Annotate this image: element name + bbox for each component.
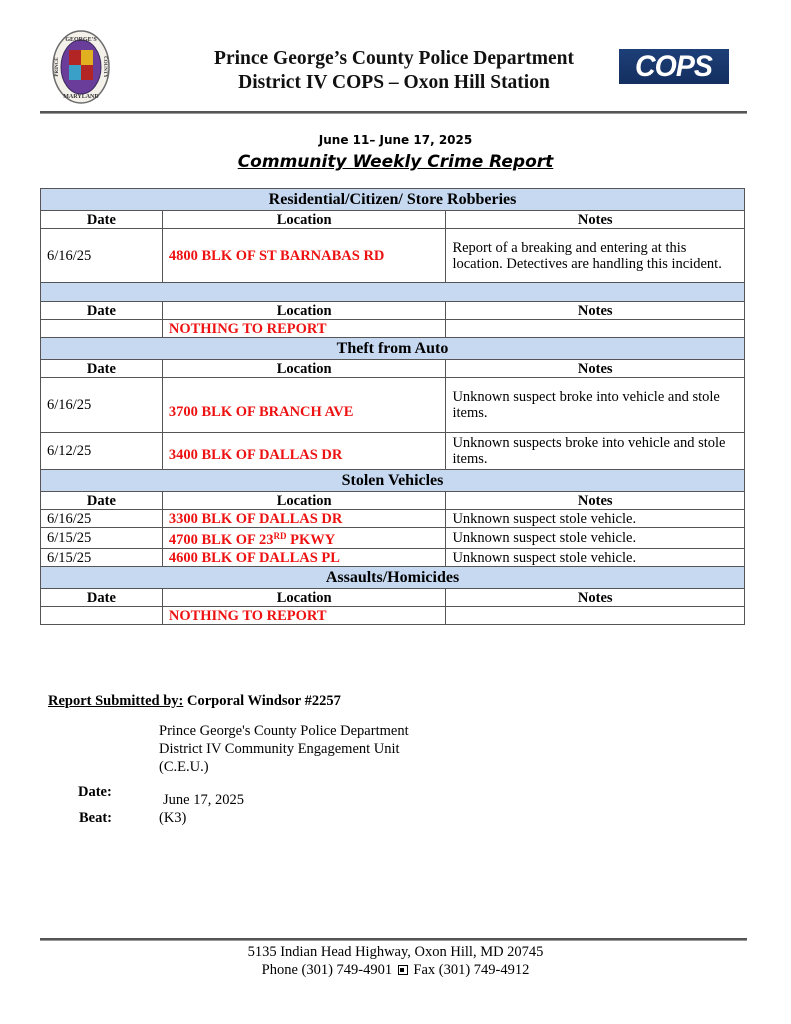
incident-date: 6/16/25 bbox=[41, 510, 163, 528]
section-header-row bbox=[41, 283, 745, 302]
cops-logo-text: COPS bbox=[635, 49, 713, 83]
unit-line: Prince George's County Police Department bbox=[159, 723, 409, 739]
incident-location: 3400 BLK OF DALLAS DR bbox=[162, 433, 446, 470]
column-header-notes: Notes bbox=[446, 589, 745, 607]
incident-location: 4800 BLK OF ST BARNABAS RD bbox=[162, 229, 446, 283]
table-row bbox=[41, 528, 745, 549]
incident-date: 6/15/25 bbox=[41, 528, 163, 549]
county-seal-icon bbox=[52, 30, 110, 104]
footer-address: 5135 Indian Head Highway, Oxon Hill, MD 20745 bbox=[247, 944, 544, 960]
incident-location bbox=[162, 528, 446, 549]
incident-notes bbox=[446, 320, 745, 338]
column-header-row bbox=[41, 360, 745, 378]
report-date-range: June 11– June 17, 2025 bbox=[318, 133, 473, 147]
section-title-theft-from-auto: Theft from Auto bbox=[41, 338, 745, 360]
section-header-row bbox=[41, 338, 745, 360]
cops-logo-icon bbox=[619, 49, 729, 84]
officer-name: Corporal Windsor #2257 bbox=[183, 693, 341, 709]
square-bullet-icon bbox=[398, 965, 408, 975]
incident-date: 6/15/25 bbox=[41, 549, 163, 567]
footer-contact bbox=[0, 961, 791, 979]
table-row bbox=[41, 433, 745, 470]
svg-text:COUNTY: COUNTY bbox=[102, 56, 107, 78]
incident-notes: Unknown suspect broke into vehicle and stole items. bbox=[446, 378, 745, 433]
incident-date: 6/16/25 bbox=[41, 229, 163, 283]
incident-notes: Report of a breaking and entering at this location. Detectives are handling this incident. bbox=[446, 229, 745, 283]
location-prefix: 4700 BLK OF 23 bbox=[168, 532, 274, 548]
section-title-robberies: Residential/Citizen/ Store Robberies bbox=[41, 189, 745, 211]
incident-date: 6/16/25 bbox=[41, 378, 163, 433]
incident-location: NOTHING TO REPORT bbox=[162, 607, 446, 625]
section-header-row bbox=[41, 470, 745, 492]
table-row bbox=[41, 549, 745, 567]
column-header-location: Location bbox=[162, 360, 446, 378]
unit-line: District IV Community Engagement Unit bbox=[159, 741, 400, 757]
column-header-date: Date bbox=[41, 492, 163, 510]
footer-phone: Phone (301) 749-4901 bbox=[261, 962, 393, 978]
column-header-row bbox=[41, 492, 745, 510]
column-header-date: Date bbox=[41, 360, 163, 378]
unit-line: (C.E.U.) bbox=[159, 759, 209, 775]
incident-date bbox=[41, 320, 163, 338]
incident-notes: Unknown suspect stole vehicle. bbox=[446, 510, 745, 528]
incident-notes bbox=[446, 607, 745, 625]
column-header-row bbox=[41, 589, 745, 607]
letterhead bbox=[150, 47, 638, 95]
table-row bbox=[41, 607, 745, 625]
section-title-stolen-vehicles: Stolen Vehicles bbox=[41, 470, 745, 492]
table-row bbox=[41, 320, 745, 338]
date-value: June 17, 2025 bbox=[163, 792, 244, 808]
station-name: District IV COPS – Oxon Hill Station bbox=[238, 72, 550, 93]
incident-notes: Unknown suspects broke into vehicle and stole items. bbox=[446, 433, 745, 470]
section-title-assaults-homicides: Assaults/Homicides bbox=[41, 567, 745, 589]
column-header-location: Location bbox=[162, 302, 446, 320]
svg-text:MARYLAND: MARYLAND bbox=[63, 94, 99, 100]
section-title-blank bbox=[41, 283, 745, 302]
ordinal-suffix: RD bbox=[273, 531, 287, 541]
submitted-by-label: Report Submitted by: bbox=[48, 693, 184, 709]
column-header-location: Location bbox=[162, 589, 446, 607]
column-header-notes: Notes bbox=[446, 211, 745, 229]
column-header-date: Date bbox=[41, 302, 163, 320]
submitted-by bbox=[48, 693, 341, 710]
unit-block bbox=[159, 722, 409, 776]
incident-date bbox=[41, 607, 163, 625]
crime-table bbox=[40, 188, 745, 625]
table-row bbox=[41, 229, 745, 283]
date-label: Date: bbox=[78, 784, 112, 800]
column-header-row bbox=[41, 302, 745, 320]
column-header-location: Location bbox=[162, 211, 446, 229]
incident-notes: Unknown suspect stole vehicle. bbox=[446, 549, 745, 567]
column-header-notes: Notes bbox=[446, 492, 745, 510]
header-divider bbox=[40, 111, 747, 114]
location-suffix: PKWY bbox=[286, 532, 336, 548]
column-header-row bbox=[41, 211, 745, 229]
column-header-date: Date bbox=[41, 211, 163, 229]
incident-location: 3300 BLK OF DALLAS DR bbox=[162, 510, 446, 528]
svg-text:GEORGE'S: GEORGE'S bbox=[65, 37, 97, 43]
column-header-notes: Notes bbox=[446, 302, 745, 320]
beat-label: Beat: bbox=[79, 810, 113, 826]
section-header-row bbox=[41, 189, 745, 211]
column-header-notes: Notes bbox=[446, 360, 745, 378]
incident-location: 3700 BLK OF BRANCH AVE bbox=[162, 378, 446, 433]
department-name: Prince George’s County Police Department bbox=[214, 48, 574, 69]
column-header-location: Location bbox=[162, 492, 446, 510]
incident-notes: Unknown suspect stole vehicle. bbox=[446, 528, 745, 549]
incident-date: 6/12/25 bbox=[41, 433, 163, 470]
section-header-row bbox=[41, 567, 745, 589]
incident-location: 4600 BLK OF DALLAS PL bbox=[162, 549, 446, 567]
report-title: Community Weekly Crime Report bbox=[237, 152, 554, 172]
column-header-date: Date bbox=[41, 589, 163, 607]
footer bbox=[0, 943, 791, 979]
incident-location: NOTHING TO REPORT bbox=[162, 320, 446, 338]
footer-divider bbox=[40, 938, 747, 941]
footer-fax: Fax (301) 749-4912 bbox=[413, 962, 530, 978]
beat-value: (K3) bbox=[159, 810, 187, 826]
table-row bbox=[41, 510, 745, 528]
svg-text:PRINCE: PRINCE bbox=[55, 57, 60, 77]
table-row bbox=[41, 378, 745, 433]
